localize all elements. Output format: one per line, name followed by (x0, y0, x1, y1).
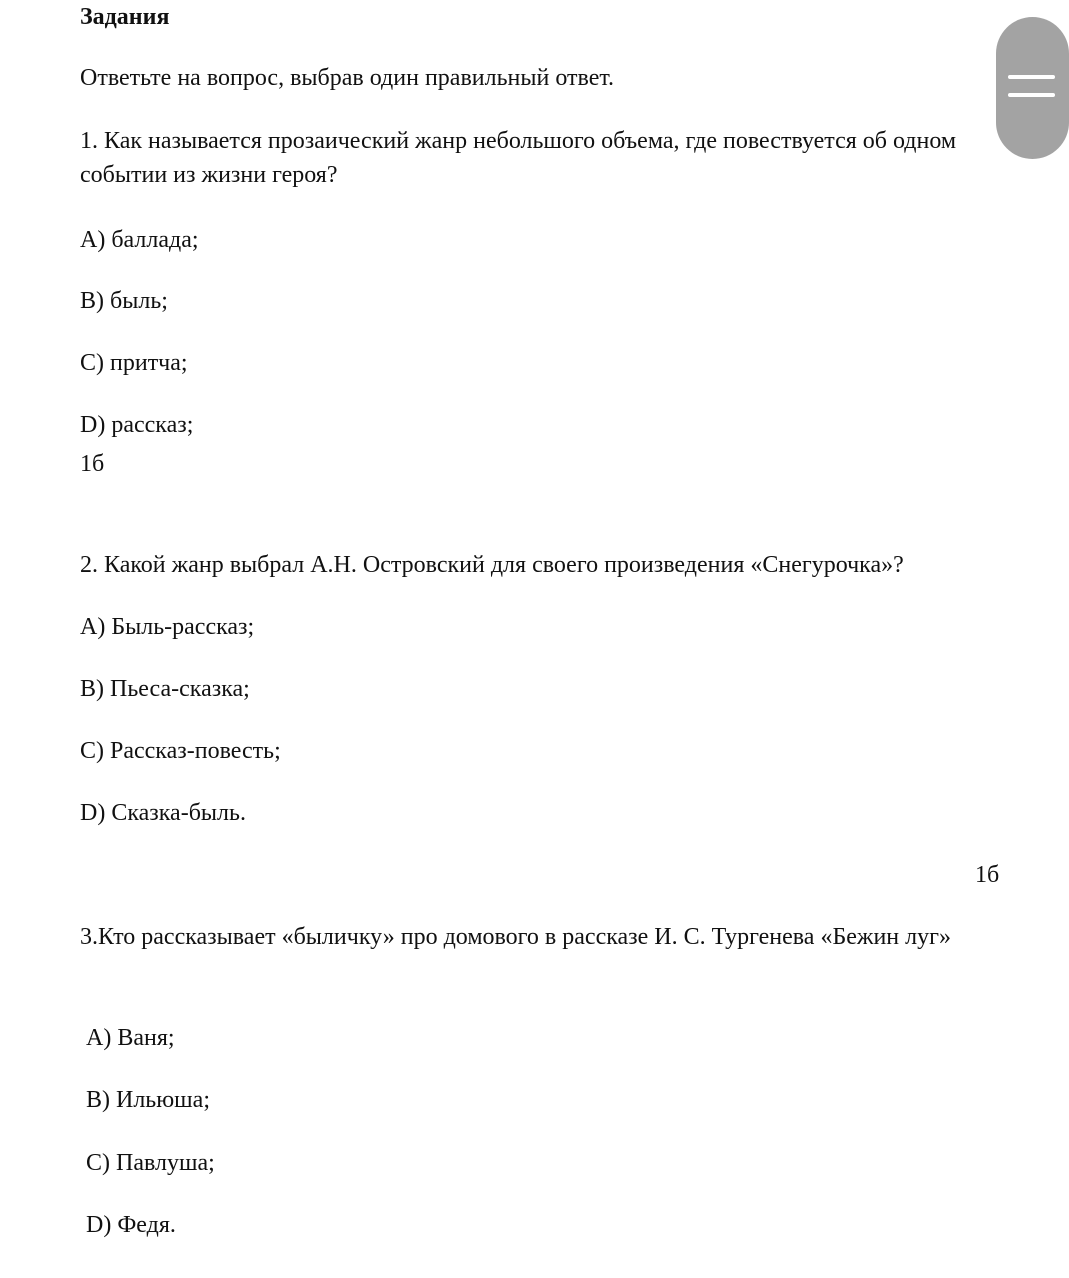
instruction-text: Ответьте на вопрос, выбрав один правильный ответ. (80, 65, 615, 91)
question-1-option-b[interactable]: В) быль; (80, 288, 168, 314)
question-1-option-c[interactable]: С) притча; (80, 350, 188, 376)
question-1-option-a[interactable]: А) баллада; (80, 227, 199, 253)
question-2-option-d[interactable]: D) Сказка-быль. (80, 800, 246, 826)
question-1-points: 1б (80, 451, 105, 477)
question-3-option-b[interactable]: В) Ильюша; (86, 1087, 210, 1113)
menu-button[interactable] (996, 17, 1069, 159)
question-2-option-c[interactable]: С) Рассказ-повесть; (80, 738, 281, 764)
page-heading: Задания (80, 4, 170, 30)
question-2-text: 2. Какой жанр выбрал А.Н. Островский для своего произведения «Снегурочка»? (80, 552, 904, 578)
question-1-text: 1. Как называется прозаический жанр небольшого объема, где повествуется об одном событии из жизни героя? (80, 128, 957, 188)
question-2-option-b[interactable]: В) Пьеса-сказка; (80, 676, 250, 702)
question-1-option-d[interactable]: D) рассказ; (80, 412, 194, 438)
question-2-option-a[interactable]: А) Быль-рассказ; (80, 614, 255, 640)
question-3-text: 3.Кто рассказывает «быличку» про домового в рассказе И. С. Тургенева «Бежин луг» (80, 924, 951, 950)
question-3-option-a[interactable]: А) Ваня; (86, 1025, 175, 1051)
question-2-points: 1б (975, 862, 1000, 888)
question-3-option-d[interactable]: D) Федя. (86, 1212, 176, 1238)
question-3-option-c[interactable]: С) Павлуша; (86, 1150, 215, 1176)
